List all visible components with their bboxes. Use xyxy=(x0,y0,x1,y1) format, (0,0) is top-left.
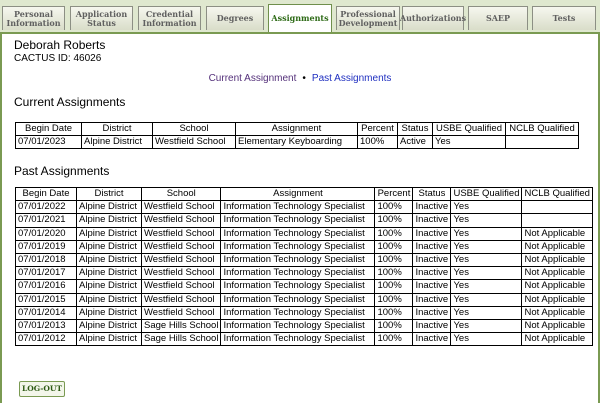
cell-percent: 100% xyxy=(375,240,413,253)
col-nclb-qualified: NCLB Qualified xyxy=(506,123,579,136)
user-name: Deborah Roberts xyxy=(14,38,106,52)
cell-school: Westfield School xyxy=(142,201,221,214)
cell-nclb-qualified: Not Applicable xyxy=(522,240,592,253)
cell-nclb-qualified: Not Applicable xyxy=(522,280,592,293)
col-begin-date: Begin Date xyxy=(16,123,82,136)
col-usbe-qualified: USBE Qualified xyxy=(451,188,522,201)
current-assignments-table xyxy=(15,122,579,149)
cell-percent: 100% xyxy=(375,280,413,293)
past-assignments-link[interactable]: Past Assignments xyxy=(311,73,392,84)
cell-assignment: Information Technology Specialist xyxy=(221,293,375,306)
assignment-subnav xyxy=(0,73,600,84)
cell-percent: 100% xyxy=(375,293,413,306)
cell-percent: 100% xyxy=(375,319,413,332)
cell-school: Westfield School xyxy=(142,240,221,253)
cell-assignment: Information Technology Specialist xyxy=(221,319,375,332)
cell-usbe-qualified: Yes xyxy=(451,201,522,214)
cell-nclb-qualified xyxy=(522,214,592,227)
cell-district: Alpine District xyxy=(77,306,142,319)
table-header-row xyxy=(16,123,579,136)
table-row xyxy=(16,333,593,346)
table-row xyxy=(16,306,593,319)
cell-usbe-qualified: Yes xyxy=(433,136,506,149)
current-assignments-heading: Current Assignments xyxy=(14,95,126,109)
cell-school: Westfield School xyxy=(142,267,221,280)
cell-assignment: Information Technology Specialist xyxy=(221,201,375,214)
cell-assignment: Information Technology Specialist xyxy=(221,306,375,319)
past-assignments-table xyxy=(15,187,593,346)
cell-assignment: Information Technology Specialist xyxy=(221,227,375,240)
cell-assignment: Information Technology Specialist xyxy=(221,253,375,266)
cell-status: Inactive xyxy=(413,333,451,346)
cell-district: Alpine District xyxy=(77,227,142,240)
cell-begin-date: 07/01/2012 xyxy=(16,333,77,346)
cell-percent: 100% xyxy=(375,333,413,346)
cell-status: Inactive xyxy=(413,253,451,266)
tab-tests[interactable]: Tests xyxy=(532,6,596,30)
cell-usbe-qualified: Yes xyxy=(451,227,522,240)
cell-assignment: Information Technology Specialist xyxy=(221,267,375,280)
col-district: District xyxy=(82,123,153,136)
cell-status: Active xyxy=(398,136,433,149)
col-begin-date: Begin Date xyxy=(16,188,77,201)
cell-usbe-qualified: Yes xyxy=(451,333,522,346)
cell-nclb-qualified: Not Applicable xyxy=(522,227,592,240)
cell-usbe-qualified: Yes xyxy=(451,280,522,293)
cell-begin-date: 07/01/2021 xyxy=(16,214,77,227)
cell-begin-date: 07/01/2022 xyxy=(16,201,77,214)
cell-usbe-qualified: Yes xyxy=(451,306,522,319)
cactus-id: CACTUS ID: 46026 xyxy=(14,53,102,64)
tab-professional-development[interactable]: Professional Development xyxy=(336,6,400,30)
cell-school: Westfield School xyxy=(153,136,236,149)
cell-status: Inactive xyxy=(413,240,451,253)
cell-begin-date: 07/01/2020 xyxy=(16,227,77,240)
col-status: Status xyxy=(398,123,433,136)
col-status: Status xyxy=(413,188,451,201)
cell-school: Westfield School xyxy=(142,227,221,240)
cell-status: Inactive xyxy=(413,227,451,240)
cell-nclb-qualified: Not Applicable xyxy=(522,306,592,319)
table-row xyxy=(16,267,593,280)
cell-district: Alpine District xyxy=(77,253,142,266)
tab-authorizations[interactable]: Authorizations xyxy=(402,6,464,30)
current-assignment-link[interactable]: Current Assignment xyxy=(208,73,297,84)
cell-usbe-qualified: Yes xyxy=(451,319,522,332)
logout-button[interactable]: LOG-OUT xyxy=(19,381,65,397)
cell-percent: 100% xyxy=(375,253,413,266)
cell-status: Inactive xyxy=(413,267,451,280)
cell-begin-date: 07/01/2015 xyxy=(16,293,77,306)
table-row xyxy=(16,240,593,253)
cell-status: Inactive xyxy=(413,280,451,293)
table-row xyxy=(16,319,593,332)
col-percent: Percent xyxy=(358,123,398,136)
tab-personal-information[interactable]: Personal Information xyxy=(2,6,65,30)
cell-nclb-qualified xyxy=(506,136,579,149)
tab-degrees[interactable]: Degrees xyxy=(206,6,264,30)
col-school: School xyxy=(142,188,221,201)
cell-begin-date: 07/01/2019 xyxy=(16,240,77,253)
cell-usbe-qualified: Yes xyxy=(451,253,522,266)
col-school: School xyxy=(153,123,236,136)
cell-usbe-qualified: Yes xyxy=(451,214,522,227)
cell-percent: 100% xyxy=(375,267,413,280)
cell-begin-date: 07/01/2023 xyxy=(16,136,82,149)
col-nclb-qualified: NCLB Qualified xyxy=(522,188,592,201)
cell-district: Alpine District xyxy=(82,136,153,149)
cell-usbe-qualified: Yes xyxy=(451,267,522,280)
subnav-separator: • xyxy=(302,73,306,84)
col-assignment: Assignment xyxy=(221,188,375,201)
cell-school: Westfield School xyxy=(142,306,221,319)
col-district: District xyxy=(77,188,142,201)
cell-begin-date: 07/01/2017 xyxy=(16,267,77,280)
cell-assignment: Information Technology Specialist xyxy=(221,240,375,253)
cell-assignment: Information Technology Specialist xyxy=(221,333,375,346)
cell-nclb-qualified: Not Applicable xyxy=(522,267,592,280)
cell-nclb-qualified: Not Applicable xyxy=(522,253,592,266)
cell-school: Sage Hills School xyxy=(142,333,221,346)
past-assignments-heading: Past Assignments xyxy=(14,164,110,178)
cell-nclb-qualified: Not Applicable xyxy=(522,319,592,332)
cell-nclb-qualified: Not Applicable xyxy=(522,293,592,306)
cell-school: Sage Hills School xyxy=(142,319,221,332)
cell-begin-date: 07/01/2014 xyxy=(16,306,77,319)
cell-usbe-qualified: Yes xyxy=(451,293,522,306)
col-percent: Percent xyxy=(375,188,413,201)
cell-percent: 100% xyxy=(375,227,413,240)
cell-district: Alpine District xyxy=(77,201,142,214)
cell-percent: 100% xyxy=(375,201,413,214)
table-row xyxy=(16,280,593,293)
cell-school: Westfield School xyxy=(142,214,221,227)
col-usbe-qualified: USBE Qualified xyxy=(433,123,506,136)
cell-begin-date: 07/01/2013 xyxy=(16,319,77,332)
cell-district: Alpine District xyxy=(77,214,142,227)
cell-percent: 100% xyxy=(375,214,413,227)
cell-percent: 100% xyxy=(358,136,398,149)
cell-nclb-qualified: Not Applicable xyxy=(522,333,592,346)
tab-saep[interactable]: SAEP xyxy=(468,6,528,30)
cell-assignment: Information Technology Specialist xyxy=(221,280,375,293)
cell-district: Alpine District xyxy=(77,293,142,306)
cell-status: Inactive xyxy=(413,214,451,227)
tab-assignments[interactable]: Assignments xyxy=(268,4,332,32)
cell-nclb-qualified xyxy=(522,201,592,214)
cell-district: Alpine District xyxy=(77,280,142,293)
col-assignment: Assignment xyxy=(236,123,358,136)
cell-district: Alpine District xyxy=(77,333,142,346)
cell-district: Alpine District xyxy=(77,267,142,280)
cell-begin-date: 07/01/2018 xyxy=(16,253,77,266)
cell-school: Westfield School xyxy=(142,253,221,266)
cell-status: Inactive xyxy=(413,319,451,332)
table-row xyxy=(16,293,593,306)
cell-usbe-qualified: Yes xyxy=(451,240,522,253)
cell-district: Alpine District xyxy=(77,240,142,253)
cell-school: Westfield School xyxy=(142,280,221,293)
cell-begin-date: 07/01/2016 xyxy=(16,280,77,293)
table-header-row xyxy=(16,188,593,201)
cell-assignment: Elementary Keyboarding xyxy=(236,136,358,149)
cell-assignment: Information Technology Specialist xyxy=(221,214,375,227)
cell-status: Inactive xyxy=(413,306,451,319)
cell-status: Inactive xyxy=(413,201,451,214)
table-row xyxy=(16,227,593,240)
table-row xyxy=(16,136,579,149)
cell-school: Westfield School xyxy=(142,293,221,306)
cell-percent: 100% xyxy=(375,306,413,319)
cell-district: Alpine District xyxy=(77,319,142,332)
cell-status: Inactive xyxy=(413,293,451,306)
table-row xyxy=(16,253,593,266)
tab-application-status[interactable]: Application Status xyxy=(70,6,133,30)
table-row xyxy=(16,201,593,214)
tab-credential-information[interactable]: Credential Information xyxy=(138,6,201,30)
table-row xyxy=(16,214,593,227)
